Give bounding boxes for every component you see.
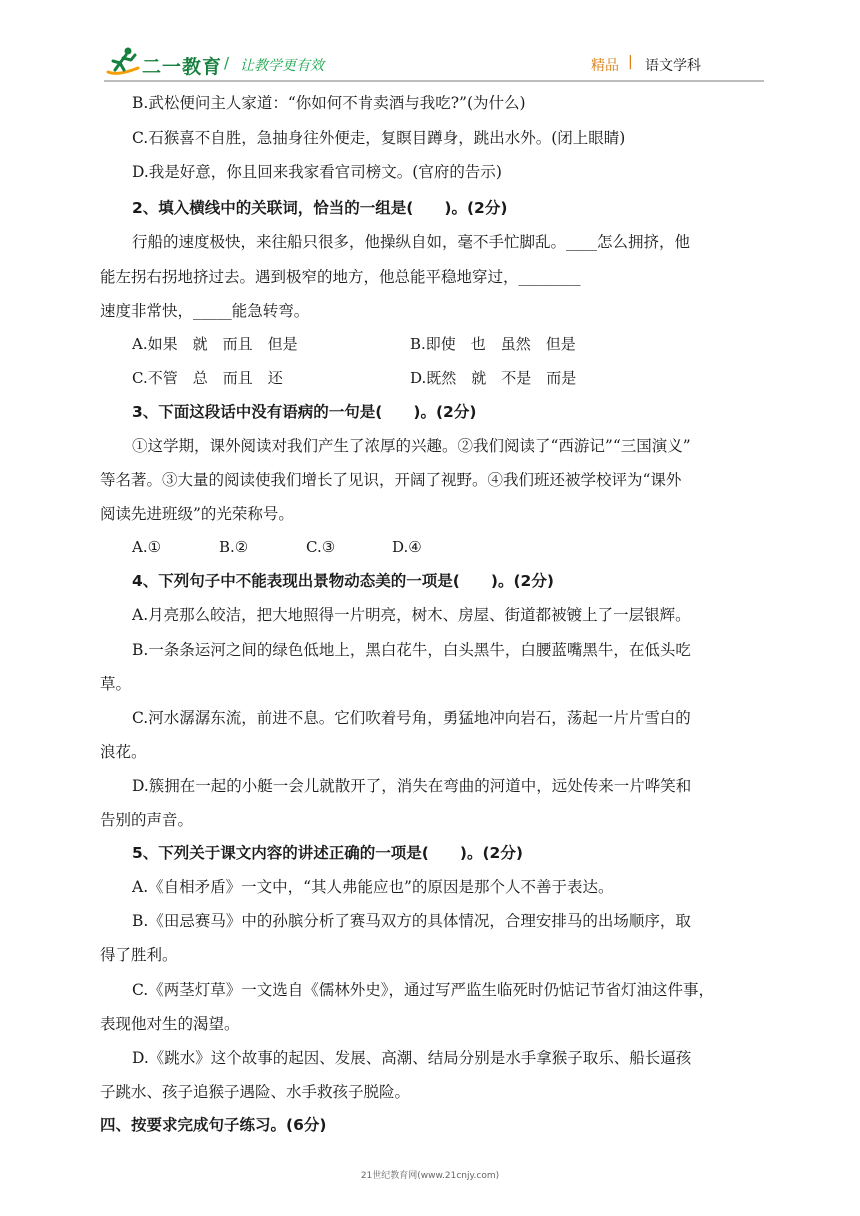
answer-option-b: B.《田忌赛马》中的孙膑分析了赛马双方的具体情况，合理安排马的出场顺序，取 (132, 912, 691, 930)
runner-logo-icon (104, 46, 142, 78)
page-footer: 21世纪教育网(www.21cnjy.com) (360, 1171, 500, 1181)
slogan-separator: / (224, 54, 230, 72)
passage-text: 等名著。③大量的阅读使我们增长了见识，开阔了视野。④我们班还被学校评为“课外 (100, 471, 682, 489)
answer-option-d: D.既然 就 不是 而是 (410, 369, 577, 387)
passage-text: 速度非常快，_____能急转弯。 (100, 302, 310, 320)
answer-option-d-cont: 告别的声音。 (100, 811, 194, 829)
answer-option-b-cont: 草。 (100, 675, 132, 693)
question-4-title: 4、下列句子中不能表现出景物动态美的一项是( )。(2分) (132, 572, 554, 590)
answer-option-d-cont: 子跳水、孩子追猴子遇险、水手救孩子脱险。 (100, 1083, 411, 1101)
passage-text: 阅读先进班级”的光荣称号。 (100, 505, 294, 523)
answer-option-d: D.④ (392, 538, 422, 556)
answer-option-b-cont: 得了胜利。 (100, 946, 178, 964)
option-text: D.我是好意，你且回来我家看官司榜文。(官府的告示) (132, 163, 502, 181)
answer-option-c-cont: 表现他对生的渴望。 (100, 1015, 240, 1033)
answer-option-c-cont: 浪花。 (100, 743, 147, 761)
section-4-heading: 四、按要求完成句子练习。(6分) (100, 1116, 327, 1134)
answer-option-b: B.即使 也 虽然 但是 (410, 335, 576, 353)
answer-option-a: A.① (132, 538, 162, 556)
answer-option-a: A.月亮那么皎洁，把大地照得一片明亮，树木、房屋、街道都被镀上了一层银辉。 (132, 606, 691, 624)
answer-option-d: D.簇拥在一起的小艇一会儿就散开了，消失在弯曲的河道中，远处传来一片哗笑和 (132, 777, 692, 795)
answer-option-c: C.《两茎灯草》一文选自《儒林外史》，通过写严监生临死时仍惦记节省灯油这件事， (132, 981, 714, 999)
answer-option-a: A.如果 就 而且 但是 (132, 335, 298, 353)
option-text: C.石猴喜不自胜，急抽身往外便走，复瞑目蹲身，跳出水外。(闭上眼睛) (132, 129, 626, 147)
header-divider (104, 80, 764, 82)
option-text: B.武松便问主人家道：“你如何不肯卖酒与我吃?”(为什么) (132, 94, 526, 112)
tag-separator: | (628, 54, 633, 70)
passage-text: 能左拐右拐地挤过去。遇到极窄的地方，他总能平稳地穿过，________ (100, 268, 581, 286)
question-2-title: 2、填入横线中的关联词，恰当的一组是( )。(2分) (132, 199, 508, 217)
passage-text: 行船的速度极快，来往船只很多，他操纵自如，毫不手忙脚乱。____怎么拥挤，他 (132, 233, 691, 251)
answer-option-b: B.一条条运河之间的绿色低地上，黑白花牛，白头黑牛，白腰蓝嘴黑牛，在低头吃 (132, 641, 691, 659)
brand-name: 二一教育 (142, 56, 223, 78)
question-3-title: 3、下面这段话中没有语病的一句是( )。(2分) (132, 403, 477, 421)
page-header (0, 0, 860, 90)
answer-option-c: C.③ (306, 538, 336, 556)
answer-option-d: D.《跳水》这个故事的起因、发展、高潮、结局分别是水手拿猴子取乐、船长逼孩 (132, 1049, 692, 1067)
quality-tag: 精品 (591, 58, 619, 74)
subject-tag: 语文学科 (645, 58, 701, 74)
question-5-title: 5、下列关于课文内容的讲述正确的一项是( )。(2分) (132, 844, 523, 862)
answer-option-b: B.② (219, 538, 249, 556)
slogan: 让教学更有效 (240, 58, 324, 74)
answer-option-c: C.不管 总 而且 还 (132, 369, 283, 387)
passage-text: ①这学期，课外阅读对我们产生了浓厚的兴趣。②我们阅读了“西游记”“三国演义” (132, 437, 691, 455)
answer-option-c: C.河水潺潺东流，前进不息。它们吹着号角，勇猛地冲向岩石，荡起一片片雪白的 (132, 709, 691, 727)
answer-option-a: A.《自相矛盾》一文中，“其人弗能应也”的原因是那个人不善于表达。 (132, 878, 614, 896)
